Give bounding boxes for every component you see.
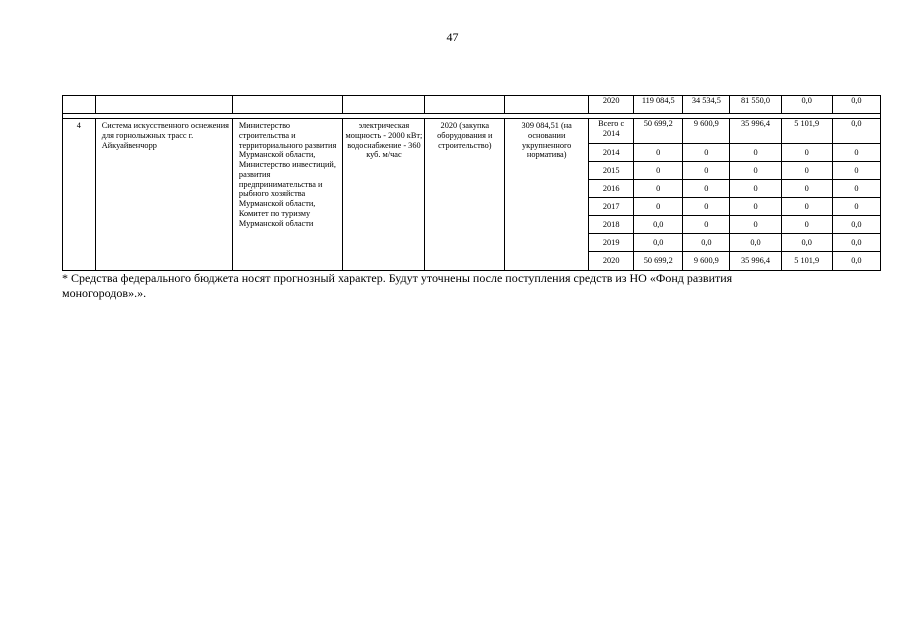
table-row-prev bbox=[63, 96, 881, 114]
value-cell: 0 bbox=[832, 198, 880, 216]
value-cell: 119 084,5 bbox=[634, 96, 683, 114]
term: 2020 (закупка оборудования и строительство) bbox=[425, 119, 505, 271]
value-cell: 0,0 bbox=[832, 234, 880, 252]
value-cell: 0 bbox=[832, 180, 880, 198]
value-cell: 0 bbox=[730, 144, 781, 162]
value-cell: 0,0 bbox=[832, 252, 880, 271]
year-cell: 2020 bbox=[589, 252, 634, 271]
value-cell: 0,0 bbox=[683, 234, 730, 252]
empty-cell bbox=[63, 96, 96, 114]
value-cell: 0 bbox=[634, 180, 683, 198]
cost: 309 084,51 (на основании укрупненного норматива) bbox=[505, 119, 589, 271]
value-cell: 50 699,2 bbox=[634, 119, 683, 144]
empty-cell bbox=[425, 96, 505, 114]
value-cell: 0 bbox=[781, 216, 832, 234]
value-cell: 0 bbox=[781, 144, 832, 162]
empty-cell bbox=[232, 96, 343, 114]
value-cell: 0 bbox=[832, 144, 880, 162]
value-cell: 0 bbox=[730, 198, 781, 216]
value-cell: 34 534,5 bbox=[683, 96, 730, 114]
value-cell: 0 bbox=[634, 144, 683, 162]
value-cell: 35 996,4 bbox=[730, 252, 781, 271]
empty-cell bbox=[343, 96, 425, 114]
value-cell: 0 bbox=[683, 144, 730, 162]
footnote bbox=[62, 271, 881, 300]
value-cell: 0,0 bbox=[832, 216, 880, 234]
row-number: 4 bbox=[63, 119, 96, 271]
value-cell: 0 bbox=[730, 216, 781, 234]
year-cell: Всего с 2014 bbox=[589, 119, 634, 144]
value-cell: 81 550,0 bbox=[730, 96, 781, 114]
footnote-line-1: * Средства федерального бюджета носят прогнозный характер. Будут уточнены после поступления средств из НО «Фонд развития bbox=[62, 271, 733, 285]
value-cell: 0 bbox=[683, 216, 730, 234]
footnote-line-2: моногородов».». bbox=[62, 285, 147, 300]
page-number: 47 bbox=[446, 30, 459, 44]
value-cell: 0 bbox=[683, 162, 730, 180]
value-cell: 0 bbox=[730, 180, 781, 198]
value-cell: 0 bbox=[832, 162, 880, 180]
value-cell: 5 101,9 bbox=[781, 119, 832, 144]
responsible-body: Министерство строительства и территориального развития Мурманской области, Министерство инвестиций, развития предпринимательства и рыбного хозяйства Мурманской области, Комитет по туризму Мурманской области bbox=[232, 119, 343, 271]
year-cell: 2014 bbox=[589, 144, 634, 162]
year-cell: 2018 bbox=[589, 216, 634, 234]
value-cell: 0,0 bbox=[781, 96, 832, 114]
value-cell: 35 996,4 bbox=[730, 119, 781, 144]
value-cell: 0 bbox=[781, 162, 832, 180]
year-cell: 2016 bbox=[589, 180, 634, 198]
value-cell: 0,0 bbox=[832, 96, 880, 114]
value-cell: 0 bbox=[683, 198, 730, 216]
value-cell: 0,0 bbox=[634, 216, 683, 234]
value-cell: 0 bbox=[730, 162, 781, 180]
empty-cell bbox=[505, 96, 589, 114]
year-cell: 2017 bbox=[589, 198, 634, 216]
value-cell: 9 600,9 bbox=[683, 252, 730, 271]
empty-cell bbox=[95, 96, 232, 114]
value-cell: 9 600,9 bbox=[683, 119, 730, 144]
value-cell: 0 bbox=[634, 198, 683, 216]
value-cell: 0,0 bbox=[730, 234, 781, 252]
value-cell: 0 bbox=[634, 162, 683, 180]
capacity: электрическая мощность - 2000 кВт; водоснабжение - 360 куб. м/час bbox=[343, 119, 425, 271]
value-cell: 0 bbox=[781, 198, 832, 216]
year-cell: 2020 bbox=[589, 96, 634, 114]
value-cell: 0,0 bbox=[634, 234, 683, 252]
table-row bbox=[63, 119, 881, 144]
year-cell: 2019 bbox=[589, 234, 634, 252]
value-cell: 50 699,2 bbox=[634, 252, 683, 271]
value-cell: 0 bbox=[781, 180, 832, 198]
value-cell: 0 bbox=[683, 180, 730, 198]
budget-table bbox=[62, 95, 881, 271]
value-cell: 5 101,9 bbox=[781, 252, 832, 271]
object-name: Система искусственного оснежения для горнолыжных трасс г. Айкуайвенчорр bbox=[95, 119, 232, 271]
value-cell: 0,0 bbox=[832, 119, 880, 144]
year-cell: 2015 bbox=[589, 162, 634, 180]
value-cell: 0,0 bbox=[781, 234, 832, 252]
